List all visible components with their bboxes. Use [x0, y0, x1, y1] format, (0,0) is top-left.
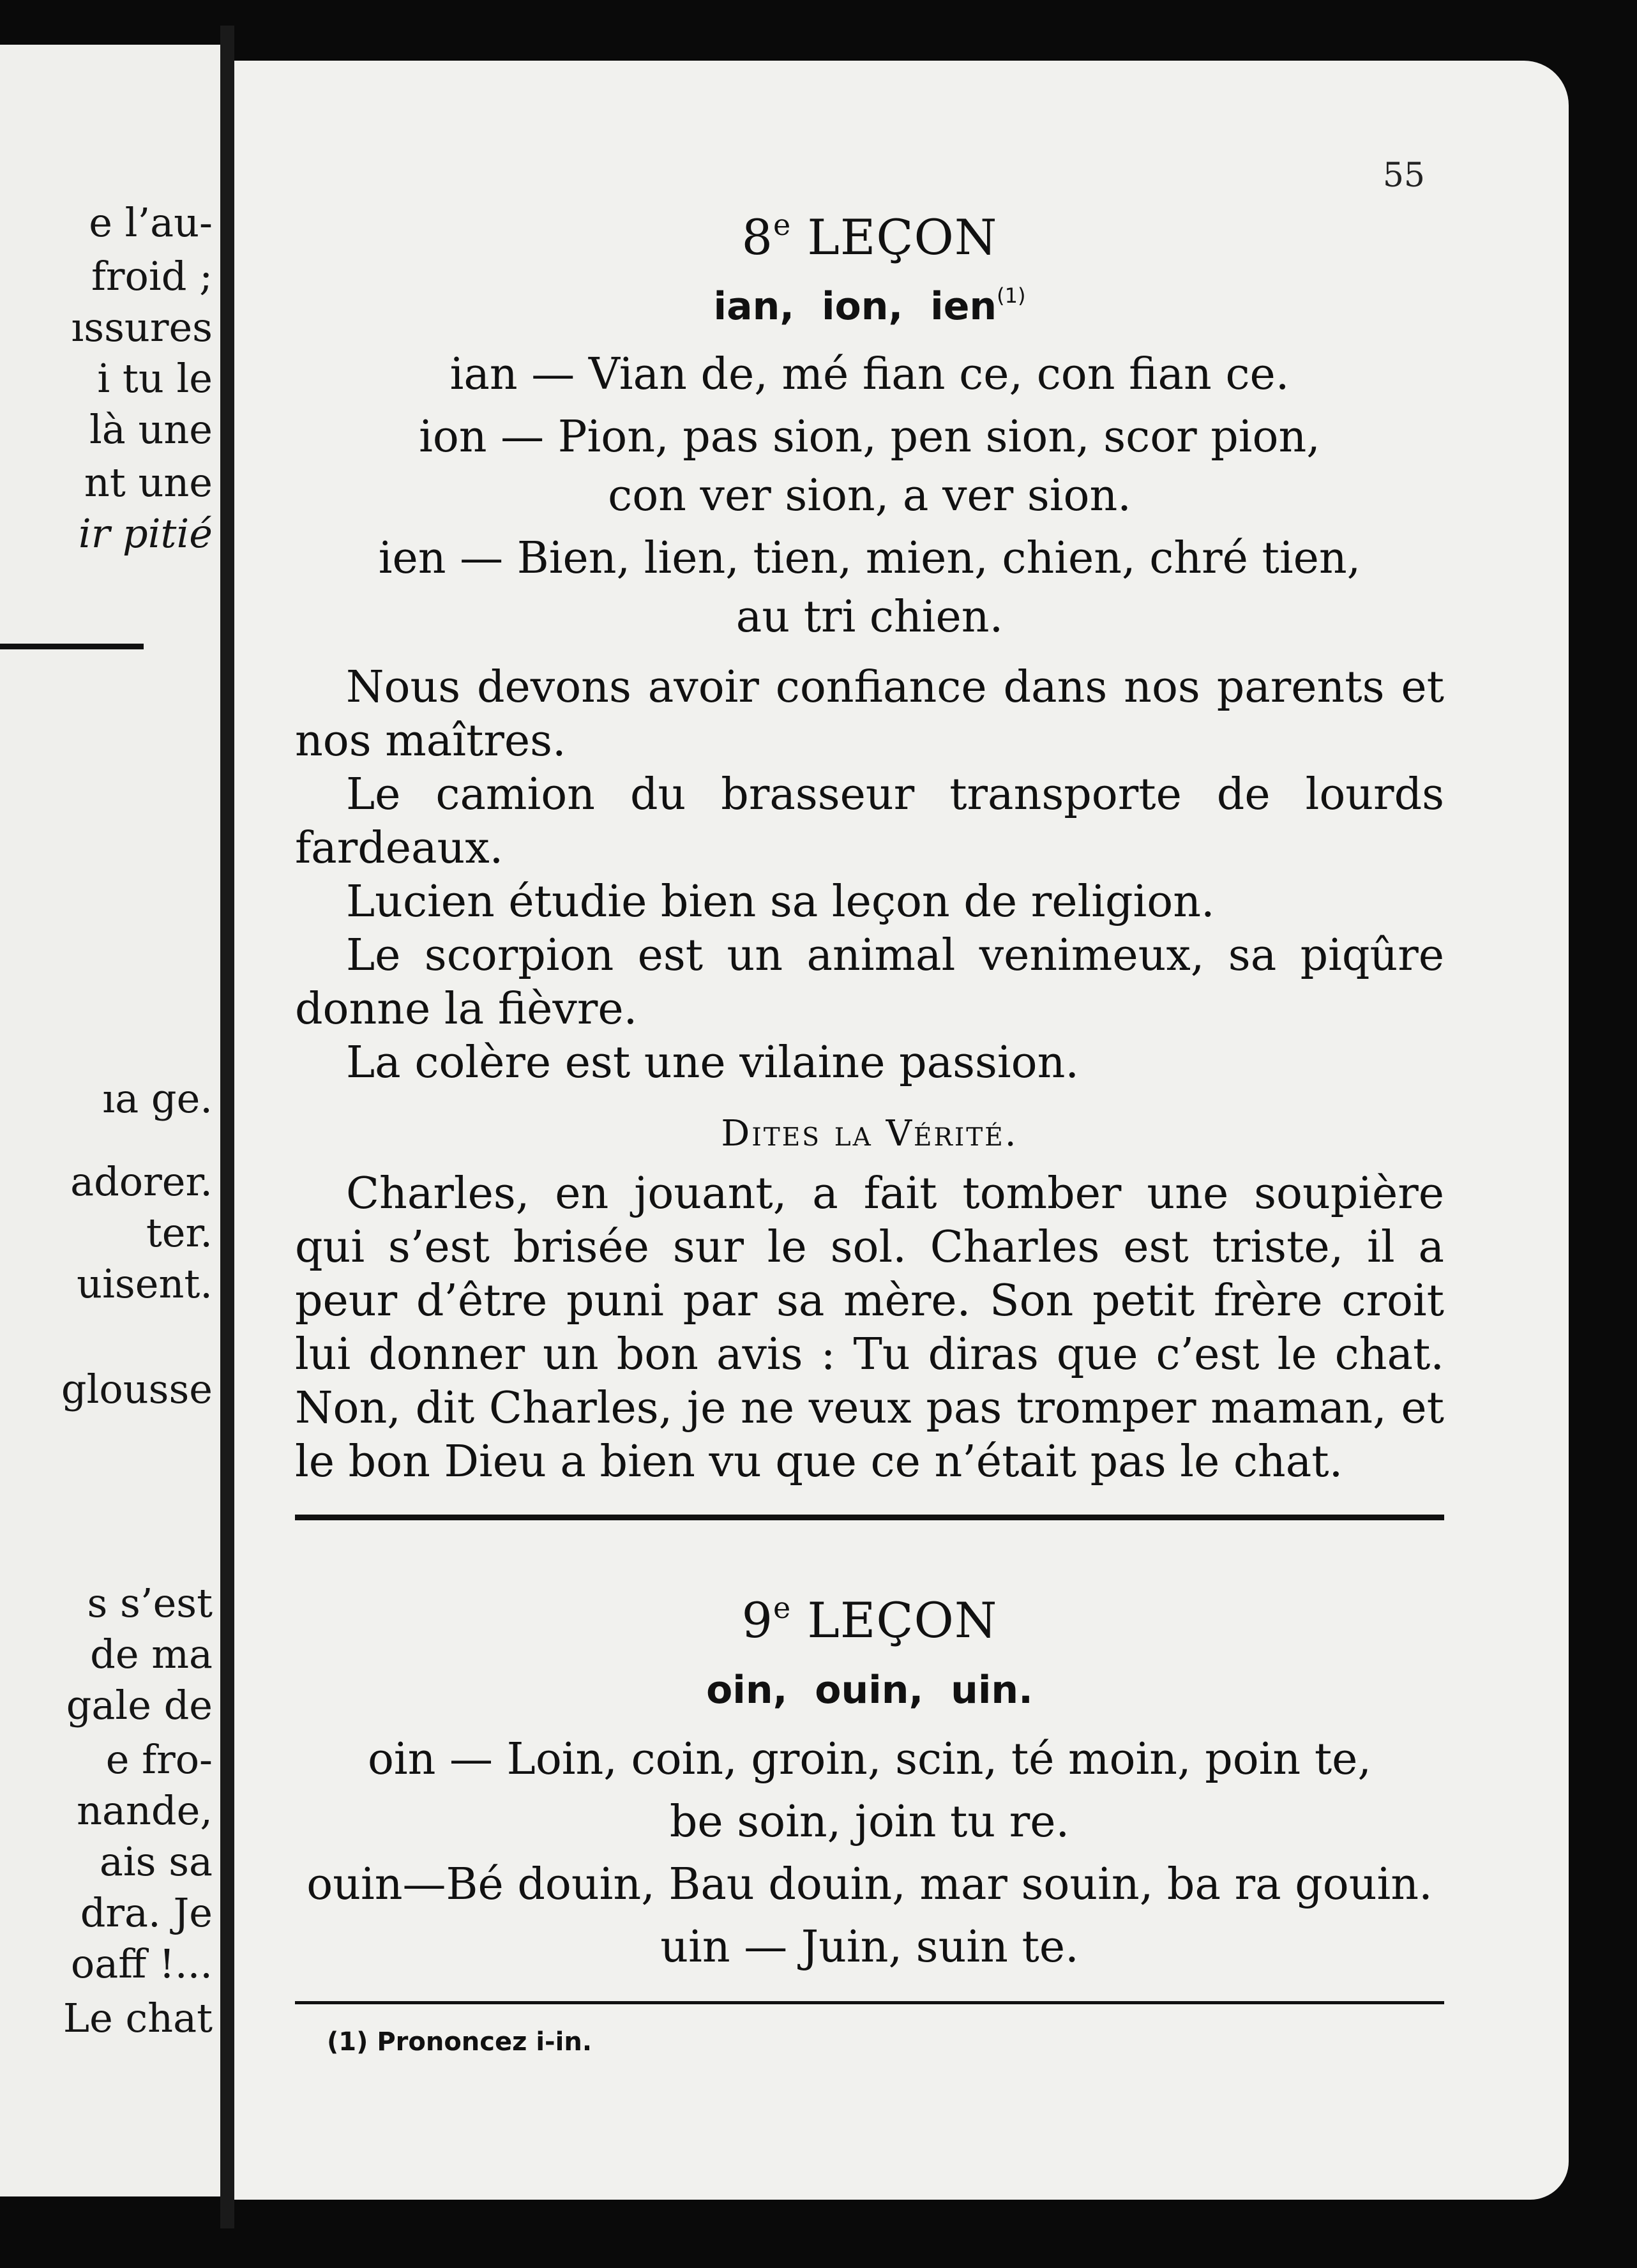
- word-line: au tri chien.: [736, 592, 1004, 642]
- story-title: Dites la Vérité.: [721, 1113, 1018, 1154]
- word-line: ien — Bien, lien, tien, mien, chien, chré tien,: [378, 533, 1361, 584]
- previous-page-rule: [0, 644, 144, 649]
- word-line: ian — Vian de, mé fian ce, con fian ce.: [449, 349, 1290, 400]
- word-line: ouin—Bé douin, Bau douin, mar souin, ba ra gouin.: [306, 1859, 1433, 1910]
- footnote-rule: [295, 2001, 1444, 2004]
- lesson-8-number: 8: [741, 209, 774, 266]
- lesson-9-word-list: [295, 1734, 1444, 1972]
- previous-page-line: nande,: [77, 1787, 213, 1834]
- book-page: [234, 61, 1569, 2200]
- sentence: Lucien étudie bien sa leçon de religion.: [346, 877, 1215, 927]
- lesson-9-title: [295, 1591, 1444, 1649]
- previous-page-line: Le chat: [63, 1995, 213, 2041]
- lesson-divider: [295, 1515, 1444, 1520]
- previous-page-line: ais sa: [99, 1838, 213, 1885]
- page-number: 55: [1382, 156, 1425, 195]
- footnote: (1) Prononcez i-in.: [327, 2027, 592, 2057]
- previous-page-line: e fro-: [105, 1736, 213, 1783]
- previous-page-line: nt une: [84, 459, 213, 506]
- previous-page-line: ıa ge.: [102, 1075, 213, 1122]
- lesson-8-title: [295, 208, 1444, 266]
- previous-page-line: dra. Je: [80, 1889, 213, 1936]
- word-line: ion — Pion, pas sion, pen sion, scor pion,: [419, 412, 1320, 462]
- previous-page-fragment: [0, 45, 220, 2196]
- previous-page-line: uisent.: [77, 1260, 213, 1307]
- lesson-8-sounds-text: ian, ion, ien: [713, 284, 997, 329]
- page-content: [295, 61, 1444, 2057]
- previous-page-line: adorer.: [70, 1158, 213, 1205]
- sentence: Le camion du brasseur transporte de lourds fardeaux.: [295, 769, 1444, 873]
- previous-page-line: là une: [89, 406, 213, 453]
- previous-page-line: de ma: [90, 1631, 213, 1677]
- lesson-8-sounds: [295, 284, 1444, 329]
- previous-page-line: froid ;: [91, 253, 213, 299]
- sentence: Nous devons avoir confiance dans nos parents et nos maîtres.: [295, 662, 1444, 766]
- word-line: con ver sion, a ver sion.: [608, 471, 1131, 521]
- lesson-9-number: 9: [741, 1592, 774, 1649]
- word-line: be soin, join tu re.: [669, 1797, 1070, 1847]
- word-line: uin — Juin, suin te.: [660, 1922, 1079, 1972]
- lesson-9-heading: LEÇON: [807, 1592, 998, 1649]
- previous-page-line: e l’au-: [89, 199, 213, 246]
- previous-page-line: ir pitié: [78, 510, 213, 557]
- story-paragraph: [295, 1167, 1444, 1489]
- sentence: La colère est une vilaine passion.: [346, 1038, 1080, 1088]
- story-text: Charles, en jouant, a fait tomber une soupière qui s’est brisée sur le sol. Charles est triste, il a peur d’être puni par sa mère. Son petit frère croit lui donner un bon avis : Tu diras que c’est le chat. Non, dit Charles, je ne veux pas tromper maman, et le bon Dieu a bien vu que ce n’était pas le chat.: [295, 1168, 1444, 1487]
- previous-page-line: glousse: [61, 1366, 213, 1412]
- lesson-8-sentences: [295, 661, 1444, 1090]
- lesson-9-ordinal: e: [773, 1591, 792, 1625]
- lesson-9-sounds: oin, ouin, uin.: [706, 1668, 1033, 1712]
- lesson-8-ordinal: e: [773, 208, 792, 242]
- lesson-8-heading: LEÇON: [807, 209, 998, 266]
- sentence: Le scorpion est un animal venimeux, sa piqûre donne la fièvre.: [295, 930, 1444, 1034]
- previous-page-line: ter.: [146, 1209, 213, 1256]
- lesson-8-word-list: [295, 349, 1444, 642]
- previous-page-line: i tu le: [97, 355, 213, 402]
- previous-page-line: ıssures: [71, 304, 213, 351]
- word-line: oin — Loin, coin, groin, scin, té moin, poin te,: [367, 1734, 1372, 1785]
- footnote-reference: (1): [997, 284, 1026, 308]
- book-gutter: [220, 26, 234, 2228]
- previous-page-line: gale de: [66, 1682, 213, 1728]
- previous-page-line: s s’est: [87, 1580, 213, 1626]
- previous-page-line: oaff !...: [70, 1940, 213, 1987]
